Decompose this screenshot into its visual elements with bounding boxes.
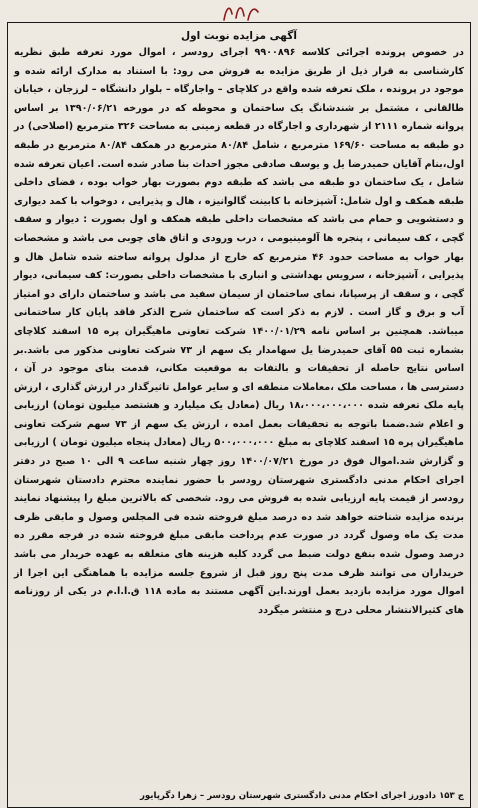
footer-reference: ج ۱۵۳ دادورز اجرای احکام مدنی دادگستری شهرستان رودسر – زهرا دگرپایور [139,791,464,801]
notice-footer [14,790,464,803]
notice-border [7,22,471,808]
notice-body: در خصوص پرونده اجرائی کلاسه ۹۹۰۰۸۹۶ اجرای رودسر ، اموال مورد تعرفه طبق نظریه کارشناسی به قرار ذیل از طریق مزایده به فروش می رود: با استناد به مدارک ارائه شده و موجود در پرونده ، ملک تعرفه شده واقع در کلاچای – واجارگاه – بلوار دانشگاه – لرزجان ، خیابان طالقانی ، مشتمل بر شندشانگ یک ساختمان و محوطه که در مورخه ۱۳۹۰/۰۶/۲۱ بر اساس پروانه شماره ۲۱۱۱ از شهرداری و اجارگاه در قطعه زمینی به مساحت ۳۲۶ مترمربع (اصلاحی) در دو طبقه به مساحت ۱۶۹/۶۰ مترمربع ، شامل ۸۰/۸۴ مترمربع در همکف ۸۰/۸۴ مترمربع در طبقه اول،بنام آقایان حمیدرضا یل و یوسف صادقی مجوز احداث بنا صادر شده است. اعیان تعرفه شده شامل ، یک ساختمان دو طبقه می باشد که طبقه دوم بصورت بهار خواب بوده ، فضای داخلی طبقه همکف و اول شامل: آشپزخانه با کابینت گالوانیزه ، هال و پذیرایی ، دوخواب با کمد دیواری و دستشویی و حمام می باشد که مشخصات داخلی طبقه همکف و اول بصورت : دیوار و سقف گچی ، کف سیمانی ، پنجره ها آلومینیومی ، درب ورودی و اتاق های چوبی می باشد و مشخصات بهار خواب به مساحت حدود ۴۶ مترمربع که خارج از مدلول پروانه ساخته شده شامل هال و پذیرایی ، آشپزخانه ، سرویس بهداشتی و انباری با مشخصات داخلی بصورت: کف سیمانی، دیوار گچی ، و سقف از پرسپانا، نمای ساختمان از سیمان سفید می باشد و ساختمان دارای دو امتیاز آب و برق و گاز است . لازم به ذکر است که ساختمان شرح الذکر فاقد پایان کار ساختمانی میباشد. همچنین بر اساس نامه ۱۴۰۰/۰۱/۲۹ شرکت تعاونی ماهیگیران پره ۱۵ اسفند کلاچای بشماره ثبت ۵۵ آقای حمیدرضا یل سهامدار یک سهم از ۷۳ شرکت تعاونی مذکور می باشد.بر اساس نتایج حاصله از تحقیقات و بالتفات به موقعیت مکانی، قدمت بنای موجود در آن ، دسترسی ها ، مساحت ملک ،معاملات منطقه ای و سایر عوامل تاثیرگذار در ارزش گذاری ، ارزش پایه ملک تعرفه شده ۱۸،۰۰۰،۰۰۰،۰۰۰ ریال (معادل یک میلیارد و هشتصد میلیون تومان) ارزیابی و اعلام شد.ضمنا باتوجه به تحقیقات بعمل امده ، ارزش یک سهم از ۷۳ سهم شرکت تعاونی ماهیگیران پره ۱۵ اسفند کلاچای به مبلغ ۵۰۰،۰۰۰،۰۰۰ ریال (معادل پنجاه میلیون تومان ) ارزیابی و گزارش شد.اموال فوق در مورخ ۱۴۰۰/۰۷/۲۱ روز چهار شنبه ساعت ۹ الی ۱۰ صبح در دفتر اجرای احکام مدنی دادگستری شهرستان رودسر با حضور نماینده محترم دادستان شهرستان رودسر از قیمت پایه ارزیابی شده به فروش می رود. شخصی که بالاترین مبلغ را پیشنهاد نمایند برنده مزایده شناخته خواهد شد ده درصد مبلغ فروخته شده فی المجلس وصول و مابقی ظرف مدت یک ماه وصول گردد در صورت عدم پرداخت مابقی مبلغ فروخته شده در فرجه مقرر ده درصد وصول شده بنفع دولت ضبط می گردد کلیه هزینه های متعلقه به عهده خریدار می باشد خریداران می توانند ظرف مدت پنج روز قبل از شروع جلسه مزایده با هماهنگی این اجرا از اموال مورد مزایده بازدید بعمل اورند.این آگهی مستند به ماده ۱۱۸ ق.ا.ا.م در یکی از روزنامه های کثیرالانتشار محلی درج و منتشر میگردد [13,47,465,616]
handwritten-mark-icon [218,0,266,22]
notice-title: آگهی مزایده نوبت اول [181,30,297,42]
